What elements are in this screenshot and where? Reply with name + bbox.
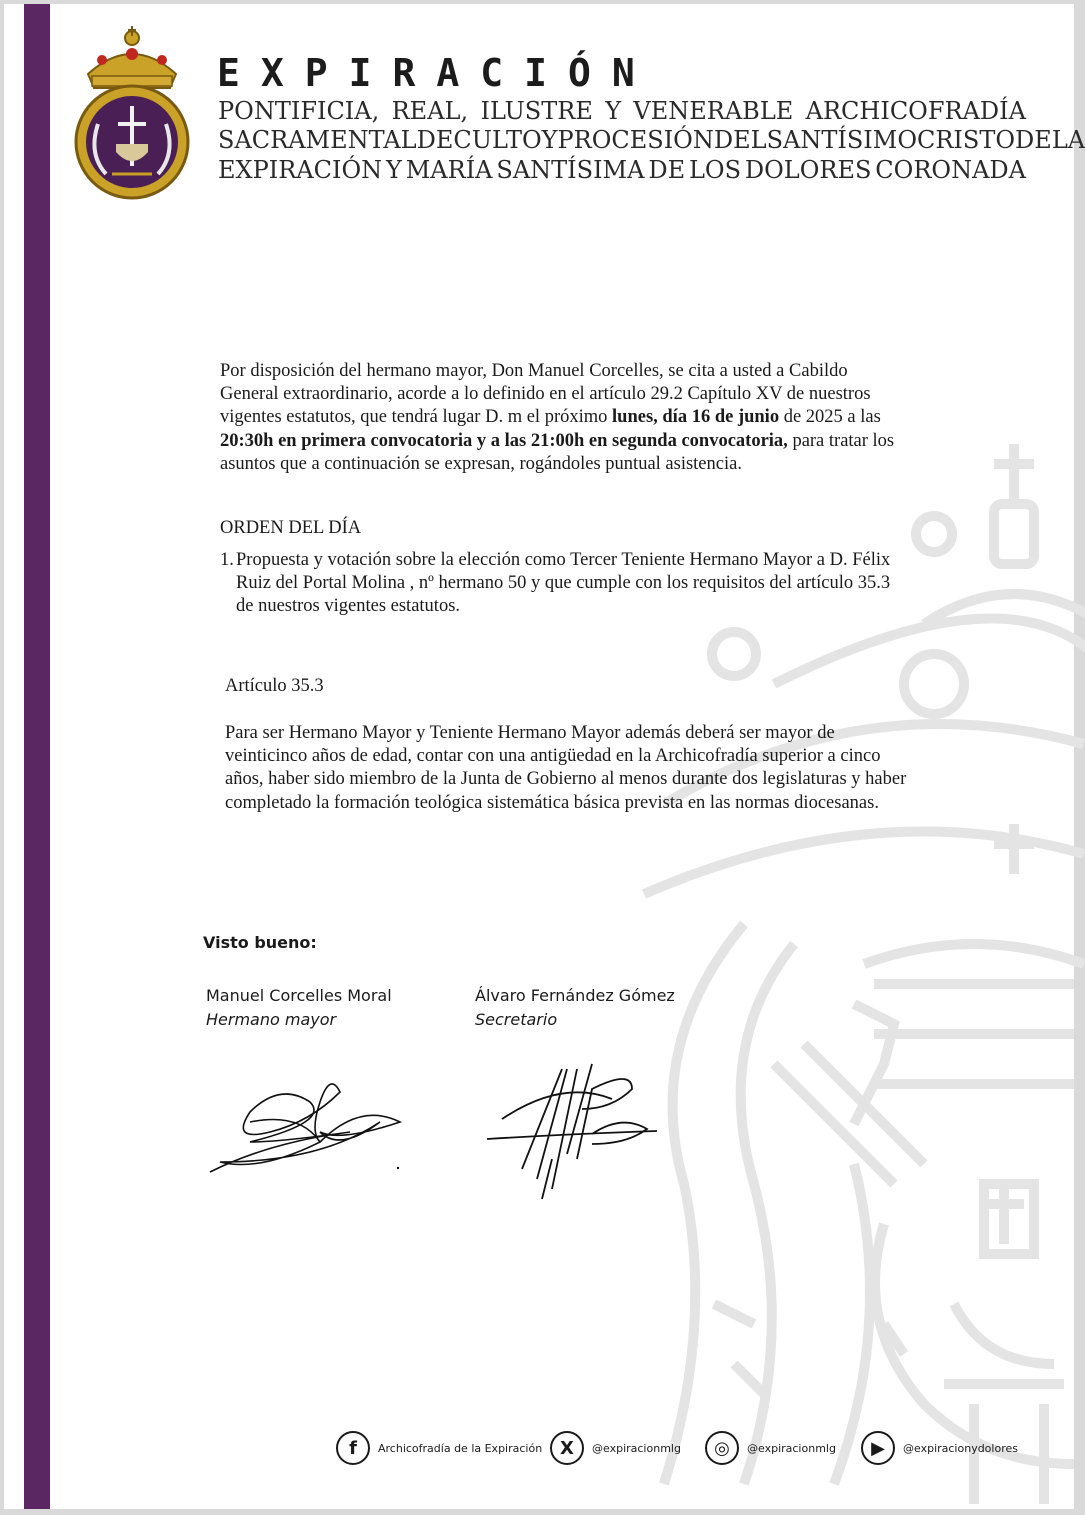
youtube-link[interactable] xyxy=(861,1428,1018,1468)
header-word: LA xyxy=(1051,126,1085,154)
brotherhood-crest-logo xyxy=(68,24,196,200)
paragraph-text: Por disposición del hermano mayor, Don Manuel Corcelles, se cita a usted a Cabildo General extraordinario, acorde a lo definido en el artículo 29.2 Capítulo XV de nuestros vigentes estatutos, que tendrá lugar D. m el próximo xyxy=(220,361,871,428)
approval-label: Visto bueno: xyxy=(203,933,317,952)
header-word: DOLORES xyxy=(744,156,872,184)
header-word: DEL xyxy=(713,126,767,154)
header-word: PROCESIÓN xyxy=(557,126,714,154)
header-word: DE xyxy=(648,156,686,184)
paragraph-times-bold: 20:30h en primera convocatoria y a las 21:00h en segunda convocatoria, xyxy=(220,430,788,451)
header-word: LOS xyxy=(688,156,742,184)
header-title: EXPIRACIÓN xyxy=(217,51,656,95)
right-handwritten-signature xyxy=(482,1059,662,1199)
header-word: Y xyxy=(605,97,622,125)
paragraph-text: de 2025 a las xyxy=(779,407,881,428)
paragraph-text: para tratar los asuntos que a continuación se expresan, rogándoles puntual asistencia. xyxy=(220,430,895,474)
article-title: Artículo 35.3 xyxy=(225,676,324,696)
agenda-item xyxy=(220,549,900,619)
agenda-item-text: Propuesta y votación sobre la elección como Tercer Teniente Hermano Mayor a D. Félix Ruiz del Portal Molina , nº hermano 50 y que cumple con los requisitos del artículo 35.3 de nuestros vigentes estatutos. xyxy=(236,550,891,617)
header-word: SACRAMENTAL xyxy=(218,126,417,154)
instagram-label: @expiracionmlg xyxy=(747,1441,836,1455)
x-label: @expiracionmlg xyxy=(592,1441,681,1455)
youtube-label: @expiracionydolores xyxy=(903,1441,1018,1455)
header-word: SANTÍSIMO xyxy=(766,126,917,154)
header-word: PONTIFICIA, xyxy=(218,97,380,125)
header-subtitle-line-3 xyxy=(218,155,1026,185)
facebook-label: Archicofradía de la Expiración xyxy=(378,1441,543,1455)
header-word: DE xyxy=(1015,126,1052,154)
right-signer-name: Álvaro Fernández Gómez xyxy=(475,986,675,1005)
youtube-icon: ▶ xyxy=(861,1431,895,1465)
header-word: EXPIRACIÓN xyxy=(218,156,383,184)
header-word: SANTÍSIMA xyxy=(496,156,645,184)
agenda-title: ORDEN DEL DÍA xyxy=(220,518,362,538)
instagram-icon: ◎ xyxy=(705,1431,739,1465)
left-handwritten-signature xyxy=(200,1072,405,1187)
x-icon: X xyxy=(550,1431,584,1465)
header-word: CORONADA xyxy=(875,156,1026,184)
header-word: Y xyxy=(541,126,558,154)
right-signer-role: Secretario xyxy=(475,1010,558,1029)
instagram-link[interactable] xyxy=(705,1428,836,1468)
header-word: MARÍA xyxy=(405,156,493,184)
agenda-item-number: 1. xyxy=(220,550,234,570)
article-paragraph: Para ser Hermano Mayor y Teniente Hermano Mayor además deberá ser mayor de veinticinco años de edad, contar con una antigüedad en la Archicofradía superior a cinco años, haber sido miembro de la Junta de Gobierno al menos durante dos legislaturas y haber completado la formación teológica sistemática básica prevista en las normas diocesanas. xyxy=(225,723,907,813)
facebook-icon: f xyxy=(336,1431,370,1465)
x-link[interactable] xyxy=(550,1428,681,1468)
purple-side-band xyxy=(24,4,50,1509)
header-word: ARCHICOFRADÍA xyxy=(805,97,1026,125)
left-signer-role: Hermano mayor xyxy=(206,1010,337,1029)
header-word: Y xyxy=(386,156,402,184)
header-word: CRISTO xyxy=(917,126,1016,154)
header-word: VENERABLE xyxy=(633,97,794,125)
paragraph-date-bold: lunes, día 16 de junio xyxy=(612,407,780,428)
header-word: REAL, xyxy=(391,97,469,125)
header-word: DE xyxy=(416,126,454,154)
header-subtitle-line-1 xyxy=(218,96,1026,126)
header-subtitle-line-2 xyxy=(218,125,1085,155)
header-word: CULTO xyxy=(453,126,542,154)
header-word: ILUSTRE xyxy=(480,97,593,125)
left-signer-name: Manuel Corcelles Moral xyxy=(206,986,392,1005)
facebook-link[interactable] xyxy=(336,1428,542,1468)
document-page xyxy=(4,4,1085,1509)
convocation-paragraph xyxy=(220,360,910,476)
